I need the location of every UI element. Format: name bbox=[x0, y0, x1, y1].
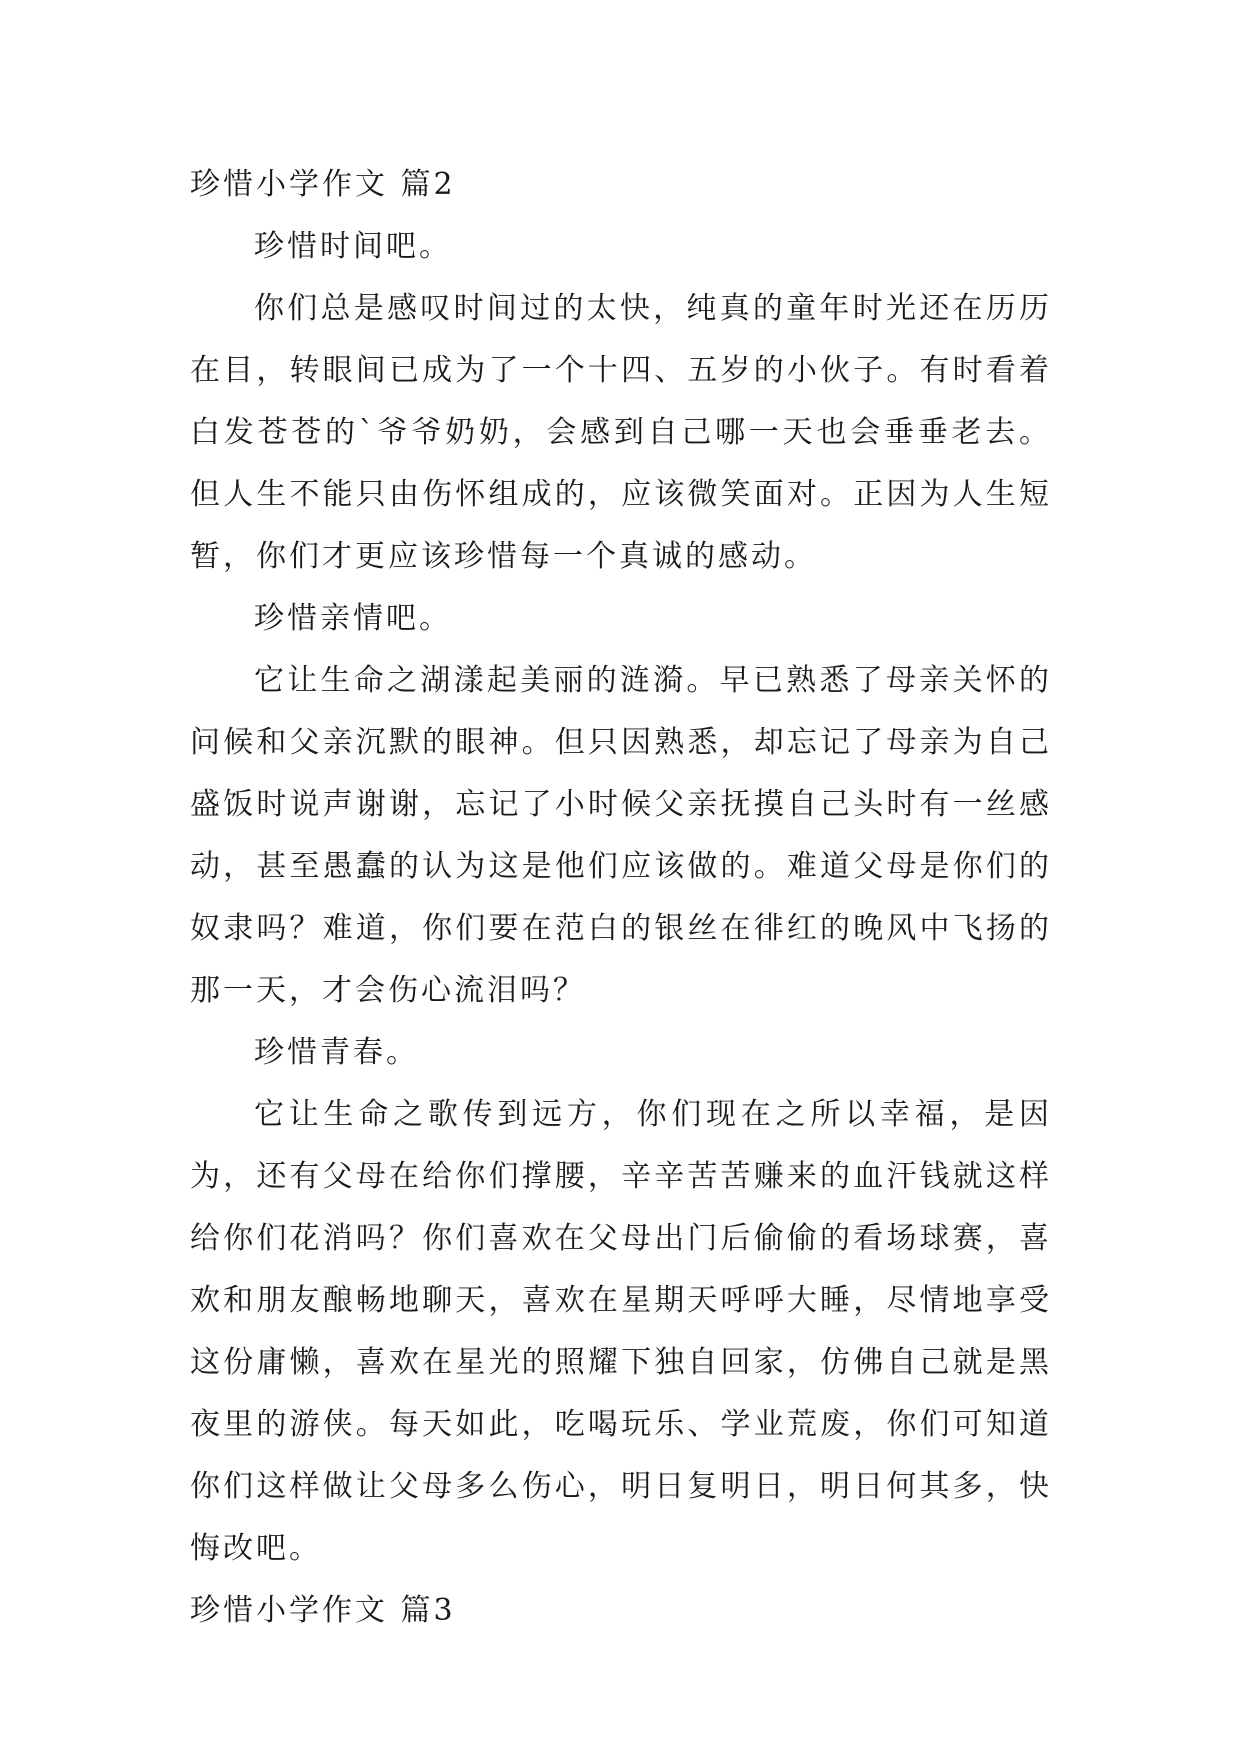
section-heading-3: 珍惜小学作文 篇3 bbox=[190, 1593, 456, 1628]
paragraph-6: 它让生命之歌传到远方，你们现在之所以幸福，是因为，还有父母在给你们撑腰，辛辛苦苦赚来的血汗钱就这样给你们花消吗？你们喜欢在父母出门后偷偷的看场球赛，喜欢和朋友酿畅地聊天，喜欢在星期天呼呼大睡，尽情地享受这份庸懒，喜欢在星光的照耀下独自回家，仿佛自己就是黑夜里的游侠。每天如此，吃喝玩乐、学业荒废，你们可知道你们这样做让父母多么伤心，明日复明日，明日何其多，快悔改吧。 bbox=[190, 1097, 1052, 1566]
section-heading-2: 珍惜小学作文 篇2 bbox=[190, 167, 456, 202]
paragraph-1: 珍惜时间吧。 bbox=[254, 229, 452, 264]
paragraph-5: 珍惜青春。 bbox=[254, 1035, 419, 1070]
paragraph-2: 你们总是感叹时间过的太快，纯真的童年时光还在历历在目，转眼间已成为了一个十四、五岁的小伙子。有时看着白发苍苍的`爷爷奶奶，会感到自己哪一天也会垂垂老去。但人生不能只由伤怀组成的，应该微笑面对。正因为人生短暂，你们才更应该珍惜每一个真诚的感动。 bbox=[190, 291, 1052, 574]
document-body bbox=[190, 154, 1052, 1642]
paragraph-4: 它让生命之湖漾起美丽的涟漪。早已熟悉了母亲关怀的问候和父亲沉默的眼神。但只因熟悉，却忘记了母亲为自己盛饭时说声谢谢，忘记了小时候父亲抚摸自己头时有一丝感动，甚至愚蠢的认为这是他们应该做的。难道父母是你们的奴隶吗？难道，你们要在范白的银丝在徘红的晚风中飞扬的那一天，才会伤心流泪吗？ bbox=[190, 663, 1052, 1008]
paragraph-3: 珍惜亲情吧。 bbox=[254, 601, 452, 636]
